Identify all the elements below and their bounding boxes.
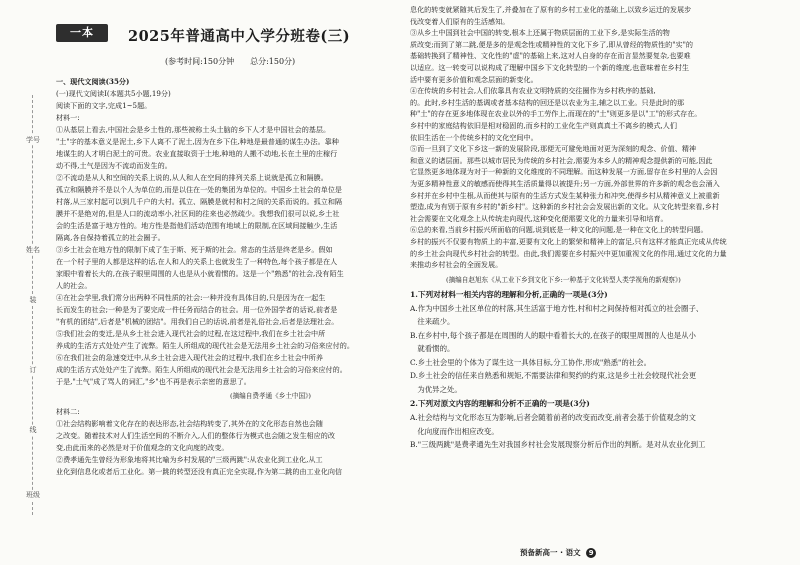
passage-line: 材料一: xyxy=(56,113,80,122)
passage-line: 种"土"的存在更多地体现在农业以外的手工劳作上,而现在的"土"则更多是以"工"的形式存在。 xyxy=(410,109,702,119)
passage-line: 它显然更多地体现为对于一种新的文化维度的不同理解。而这种发展一方面,留存在乡村里的人会因 xyxy=(410,167,718,177)
page-title: 2025年普通高中入学分班卷(三) xyxy=(128,28,351,45)
passage-line: 来推动乡村社会的全面发展。 xyxy=(410,260,503,270)
passage-line: 依旧生活在一个传统乡村的文化空间中。 xyxy=(410,132,538,142)
passage-line: ⑤我们社会的变迁,是从乡土社会进入现代社会的过程,在这过程中,我们在乡土社会中所 xyxy=(56,329,326,338)
passage-line: 业化到信息化或者后工业化。第一跳的转型还没有真正完全实现,作为第二跳的由工业化向信 xyxy=(56,467,343,476)
passage-line: ⑥总的来看,当前乡村振兴所面临的问题,说到底是一种文化的问题,是一种在文化上的转型问题。 xyxy=(410,225,708,235)
section-heading: 一、现代文阅读(35分) xyxy=(56,77,130,86)
passage-line: 社会需要在文化观念上从传统走向现代,这种变化便需要文化的力量来引导和培育。 xyxy=(410,213,668,223)
passage-line: 塑造,成为有别于原有乡村的"新乡村"。这种新的乡村社会会发展出新的文化。从文化转型来看,乡村 xyxy=(410,202,719,212)
passage-line: 之改变。随着技术对人们生活空间的不断介入,人们的整体行为模式也会随之发生相应的改 xyxy=(56,431,335,440)
brand-logo: 一本 xyxy=(56,24,108,42)
material-heading: 材料二: xyxy=(56,407,80,416)
answer-option[interactable]: A.社会结构与文化形态互为影响,后者会随着前者的改变而改变,前者会基于价值观念的文 xyxy=(410,413,696,423)
binding-label: 装 xyxy=(26,295,40,305)
passage-line: 在一个村子里的人都是这样的话,在人和人的关系上也就发生了一种特色,每个孩子都是在人 xyxy=(56,257,338,266)
page-footer xyxy=(520,547,596,558)
passage-line: 乡村并在乡村中生根,从而使其与原有的生活方式发生某种张力和冲突,使得乡村从精神意义上被重新 xyxy=(410,190,720,200)
answer-option[interactable]: A.作为中国乡土社区单位的村落,其生活富于地方性,村和村之间保持相对孤立的社会圈子、 xyxy=(410,303,704,313)
passage-line: ②不流动是从人和空间的关系上说的,从人和人在空间的排列关系上说就是孤立和隔膜。 xyxy=(56,173,328,182)
passage-line: "有机的团结",后者是"机械的团结"。用我们自己的话说,前者是礼俗社会,后者是法理社会。 xyxy=(56,317,339,326)
answer-option[interactable]: B.在乡村中,每个孩子都是在周围的人的眼中看着长大的,在孩子的眼里周围的人也是从小 xyxy=(410,330,696,340)
passage-line: 伐改变着人们原有的生活感知。 xyxy=(410,16,510,26)
answer-option[interactable]: D.乡土社会的信任来自熟悉和规矩,不需要法律和契约的约束,这是乡土社会较现代社会更 xyxy=(410,371,697,381)
answer-option[interactable]: 就看惯的。 xyxy=(410,344,455,354)
passage-line: ④在社会学里,我们常分出两种不同性质的社会:一种并没有具体目的,只是因为在一起生 xyxy=(56,293,326,302)
page-number: 9 xyxy=(586,548,596,558)
passage-line: ③从乡土中国到社会中国的转变,根本上还属于物质层面的工业下乡,是实际生活的物 xyxy=(410,28,670,38)
passage-line: 成的生活方式处处产生了流弊。陌生人所组成的现代社会是无法用乡土社会的习俗来应付的。 xyxy=(56,365,347,374)
binding-label: 班级 xyxy=(26,491,40,499)
binding-label: 姓名 xyxy=(26,246,40,254)
binding-label: 线 xyxy=(26,425,40,435)
passage-line: ⑤而一旦到了文化下乡这一新的发展阶段,那便无可避免地面对更为深刻的观念、价值、精神 xyxy=(410,144,697,154)
question-stem: 1.下列对材料一相关内容的理解和分析,正确的一项是(3分) xyxy=(410,289,608,299)
passage-line: ①社会结构影响着文化存在的表达形态,社会结构转变了,其外在的文化形态自然也会随 xyxy=(56,419,323,428)
source-citation: (摘编自费孝通《乡土中国》) xyxy=(230,392,311,400)
passage-line: 动不得,土气是因为不流动而发生的。 xyxy=(56,161,172,170)
passage-line: 膜并不是绝对的,但是人口的流动率小,社区间的往来也必然疏少。我想我们很可以说,乡土社 xyxy=(56,209,340,218)
passage-line: 于是,"土气"成了骂人的词汇,"乡"也不再是表示亲密的意思了。 xyxy=(56,377,251,386)
passage-line: 质改变;而到了第二跳,便是多的是观念性或精神性的文化下乡了,即从曾经的物质性的"实"的 xyxy=(410,39,693,49)
passage-line: 和意义的诸层面。那些以城市居民为传统的乡村社会,需要为本乡人的精神观念提供新的可能,因此 xyxy=(410,155,713,165)
passage-line: 村落,从三家村起可以到几千户的大村。孤立、隔膜是就村和村之间的关系而说的。孤立和隔 xyxy=(56,197,343,206)
binding-strip xyxy=(24,95,42,515)
passage-line: ④在传统的乡村社会,人们依靠具有农业文明特质的交往圈作为乡村秩序的基础, xyxy=(410,86,656,96)
passage-line: 基础转换到了精神性、文化性的"虚"的基础上来,这对人自身的存在而言显然要复杂,也要难 xyxy=(410,51,691,61)
passage-line: 的乡土社会向现代乡村社会的转型。由此,我们需要在乡村振兴中更加重视文化的作用,通过文化的力量 xyxy=(410,248,727,258)
passage-line: ③乡土社会在地方性的限制下成了生于斯、死于斯的社会。常态的生活是终老是乡。假如 xyxy=(56,245,333,254)
answer-option[interactable]: 往来疏少。 xyxy=(410,317,455,327)
answer-option[interactable]: B."三级两跳"是费孝通先生对我国乡村社会发展现察分析后作出的判断。是对从农业化到工 xyxy=(410,440,706,450)
question-stem: 2.下列对原文内容的理解和分析不正确的一项是(3分) xyxy=(410,399,590,409)
passage-line: 为更多精神性意义的敏感而使得其生活质量得以被提升;另一方面,外部世界的许多新的观念也会涌入 xyxy=(410,179,720,188)
passage-line: 孤立和隔膜并不是以个人为单位的,而是以住在一处的集团为单位的。中国乡土社会的单位是 xyxy=(56,185,343,194)
passage-line: 人的社会。 xyxy=(56,281,92,290)
passage-line: 变,由此而来的必然是对于价值观念的文化向度的改变。 xyxy=(56,443,229,452)
binding-label: 学号 xyxy=(26,136,40,144)
passage-line: 以适应。这一转变可以说构成了理解中国乡下文化转型的一个新的维度,也意味着在乡村生 xyxy=(410,63,689,72)
passage-line: 隔离,各自保持着孤立的社会圈子。 xyxy=(56,233,165,242)
passage-line: (一)现代文阅读Ⅰ(本题共5小题,19分) xyxy=(56,89,171,98)
passage-line: ②费孝通先生曾经为形象地将其比喻为乡村发展的"三级两跳":从农业化到工业化,从工 xyxy=(56,455,323,464)
passage-line: 乡村的振兴不仅要有物质上的丰富,更要有文化上的繁荣和精神上的富足,只有这样才能真正完成从传统 xyxy=(410,237,727,246)
answer-option[interactable]: 化向度而作出相应改变。 xyxy=(410,426,499,436)
exam-info: (参考时间:150分钟 总分:150分) xyxy=(165,57,296,66)
passage-line: 地谋生的人才明白泥土的可贵。农业直接取资于土地,种地的人搬不动地,长在土里的庄稼行 xyxy=(56,149,338,158)
passage-line: 长而发生的社会;一种是为了要完成一件任务而结合的社会。用一位外国学者的话说,前者是 xyxy=(56,305,338,314)
passage-line: 养成的生活方式处处产生了流弊。陌生人所组成的现代社会是无法用乡土社会的习俗来应付的。 xyxy=(56,341,354,350)
source-citation: (摘编自赵旭东《从工业下乡到文化下乡:一种基于文化转型人类学视角的新观察》) xyxy=(446,275,681,284)
binding-dashed-line xyxy=(32,95,33,515)
passage-line: 阅读下面的文字,完成1~5题。 xyxy=(56,101,152,110)
answer-option[interactable]: 为优异之处。 xyxy=(410,384,462,394)
passage-line: 息化的转变就紧随其后发生了,并叠加在了原有的乡村工业化的基础上,以致乡运迁的发展步 xyxy=(410,5,692,14)
footer-text: 预备新高一 · 语文 xyxy=(520,548,581,557)
passage-line: "土"字的基本意义是泥土,乡下人离不了泥土,因为在乡下住,种地是最普通的谋生办法。靠种 xyxy=(56,137,339,146)
passage-line: 的。此时,乡村生活的基调或者基本结构的回还是以农业为主,辅之以工业。只是此时的那 xyxy=(410,97,685,107)
passage-line: ①从基层上看去,中国社会是乡土性的,那些被称土头土脑的乡下人才是中国社会的基层。 xyxy=(56,125,331,134)
passage-line: ⑥在我们社会的急速变迁中,从乡土社会进入现代社会的过程中,我们在乡土社会中所养 xyxy=(56,353,323,362)
binding-label: 订 xyxy=(26,365,40,375)
passage-line: 会的生活是富于地方性的。地方性是指他们活动范围有地域上的限制,在区域间接触少,生活 xyxy=(56,221,338,230)
passage-line: 活中要有更多价值和观念层面的新变化。 xyxy=(410,74,538,84)
passage-line: 乡村中的家庭结构依旧是相对稳固的,而乡村的工业化生产则真真土不离乡的模式,人们 xyxy=(410,121,677,130)
answer-option[interactable]: C.乡土社会里的个体为了谋生这一具体目标,分工协作,形成"熟悉"的社会。 xyxy=(410,357,651,367)
passage-line: 家眼中看着长大的,在孩子眼里周围的人也是从小就看惯的。这是一个"熟悉"的社会,没有陌生 xyxy=(56,269,344,278)
